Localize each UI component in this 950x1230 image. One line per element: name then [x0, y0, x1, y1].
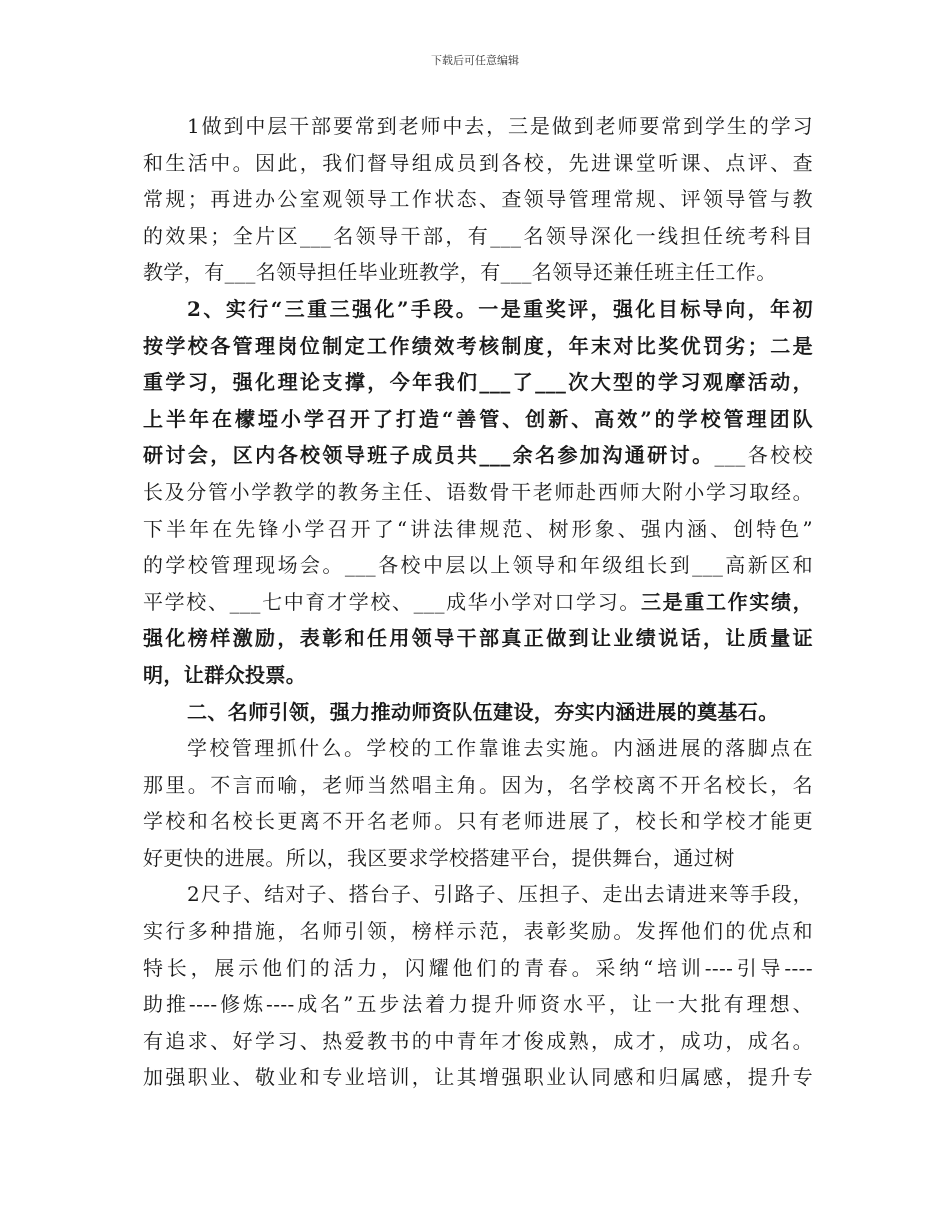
text-segment: 常规；再进办公室观领导工作状态、查领导管理常规、评领导管与教	[143, 187, 813, 212]
text-segment: 学校和名校长更离不开名老师。只有老师进展了，校长和学校才能更	[143, 809, 813, 834]
text-segment: 教学，有___名领导担任毕业班教学，有___名领导还兼任班主任工作。	[143, 260, 777, 285]
text-line	[143, 108, 813, 145]
text-segment: 的学校管理现场会。___各校中层以上领导和年级组长到___高新区和	[143, 553, 813, 578]
document-body	[143, 108, 813, 1096]
text-segment: 学校管理抓什么。学校的工作靠谁去实施。内涵进展的落脚点在	[187, 736, 813, 761]
text-line	[143, 840, 813, 877]
text-segment: 有追求、好学习、热爱教书的中青年才俊成熟，成才，成功，成名。	[143, 1028, 813, 1053]
text-line	[143, 620, 813, 657]
text-line	[143, 1059, 813, 1096]
text-line	[143, 767, 813, 804]
text-line	[143, 401, 813, 438]
text-segment: 好更快的进展。所以，我区要求学校搭建平台，提供舞台，通过树	[143, 845, 735, 870]
text-line	[143, 511, 813, 548]
text-line	[143, 328, 813, 365]
text-line	[143, 913, 813, 950]
text-line	[143, 254, 813, 291]
bold-text-segment: 上半年在檬埡小学召开了打造“善管、创新、高效”的学校管理团队	[143, 406, 813, 431]
bold-text-segment: 2、实行“三重三强化”手段。一是重奖评，强化目标导向，年初	[187, 296, 813, 321]
text-line	[143, 584, 813, 621]
text-line	[143, 474, 813, 511]
text-segment: 加强职业、敬业和专业培训，让其增强职业认同感和归属感，提升专	[143, 1065, 813, 1090]
text-line	[143, 657, 813, 694]
text-line	[143, 986, 813, 1023]
text-segment: 特长，展示他们的活力，闪耀他们的青春。采纳“培训----引导----	[143, 955, 813, 980]
text-segment: 实行多种措施，名师引领，榜样示范，表彰奖励。发挥他们的优点和	[143, 919, 813, 944]
text-segment: 平学校、___七中育才学校、___成华小学对口学习。	[143, 589, 642, 614]
text-line	[143, 437, 813, 474]
text-segment: 下半年在先锋小学召开了“讲法律规范、树形象、强内涵、创特色”	[143, 516, 813, 541]
text-line	[143, 730, 813, 767]
text-line	[143, 218, 813, 255]
text-line	[143, 291, 813, 328]
text-segment: 助推----修炼----成名”五步法着力提升师资水平，让一大批有理想、	[143, 992, 813, 1017]
bold-text-segment: 二、名师引领，强力推动师资队伍建设，夯实内涵进展的奠基石。	[187, 699, 779, 724]
text-line	[143, 876, 813, 913]
bold-text-segment: 重学习，强化理论支撑，今年我们___了___次大型的学习观摩活动，	[143, 370, 813, 395]
text-segment: 那里。不言而喻，老师当然唱主角。因为，名学校离不开名校长，名	[143, 772, 813, 797]
bold-text-segment: 按学校各管理岗位制定工作绩效考核制度，年末对比奖优罚劣；二是	[143, 333, 813, 358]
text-segment: 长及分管小学教学的教务主任、语数骨干老师赴西师大附小学习取经。	[143, 479, 813, 504]
bold-text-segment: 明，让群众投票。	[143, 662, 307, 687]
text-line	[143, 694, 813, 731]
text-line	[143, 547, 813, 584]
text-segment: 2尺子、结对子、搭台子、引路子、压担子、走出去请进来等手段，	[187, 882, 813, 907]
text-segment: 和生活中。因此，我们督导组成员到各校，先进课堂听课、点评、查	[143, 150, 813, 175]
text-line	[143, 181, 813, 218]
text-segment: 1做到中层干部要常到老师中去，三是做到老师要常到学生的学习	[187, 114, 813, 138]
text-line	[143, 1023, 813, 1060]
text-line	[143, 950, 813, 987]
text-segment: ___各校校	[714, 443, 813, 468]
text-line	[143, 803, 813, 840]
page-header: 下载后可任意编辑	[431, 54, 519, 67]
text-line	[143, 364, 813, 401]
text-segment: 的效果；全片区___名领导干部，有___名领导深化一线担任统考科目	[143, 223, 813, 248]
bold-text-segment: 三是重工作实绩，	[641, 589, 813, 614]
text-line	[143, 145, 813, 182]
bold-text-segment: 研讨会，区内各校领导班子成员共___余名参加沟通研讨。	[143, 443, 715, 468]
bold-text-segment: 强化榜样激励，表彰和任用领导干部真正做到让业绩说话，让质量证	[143, 626, 813, 651]
